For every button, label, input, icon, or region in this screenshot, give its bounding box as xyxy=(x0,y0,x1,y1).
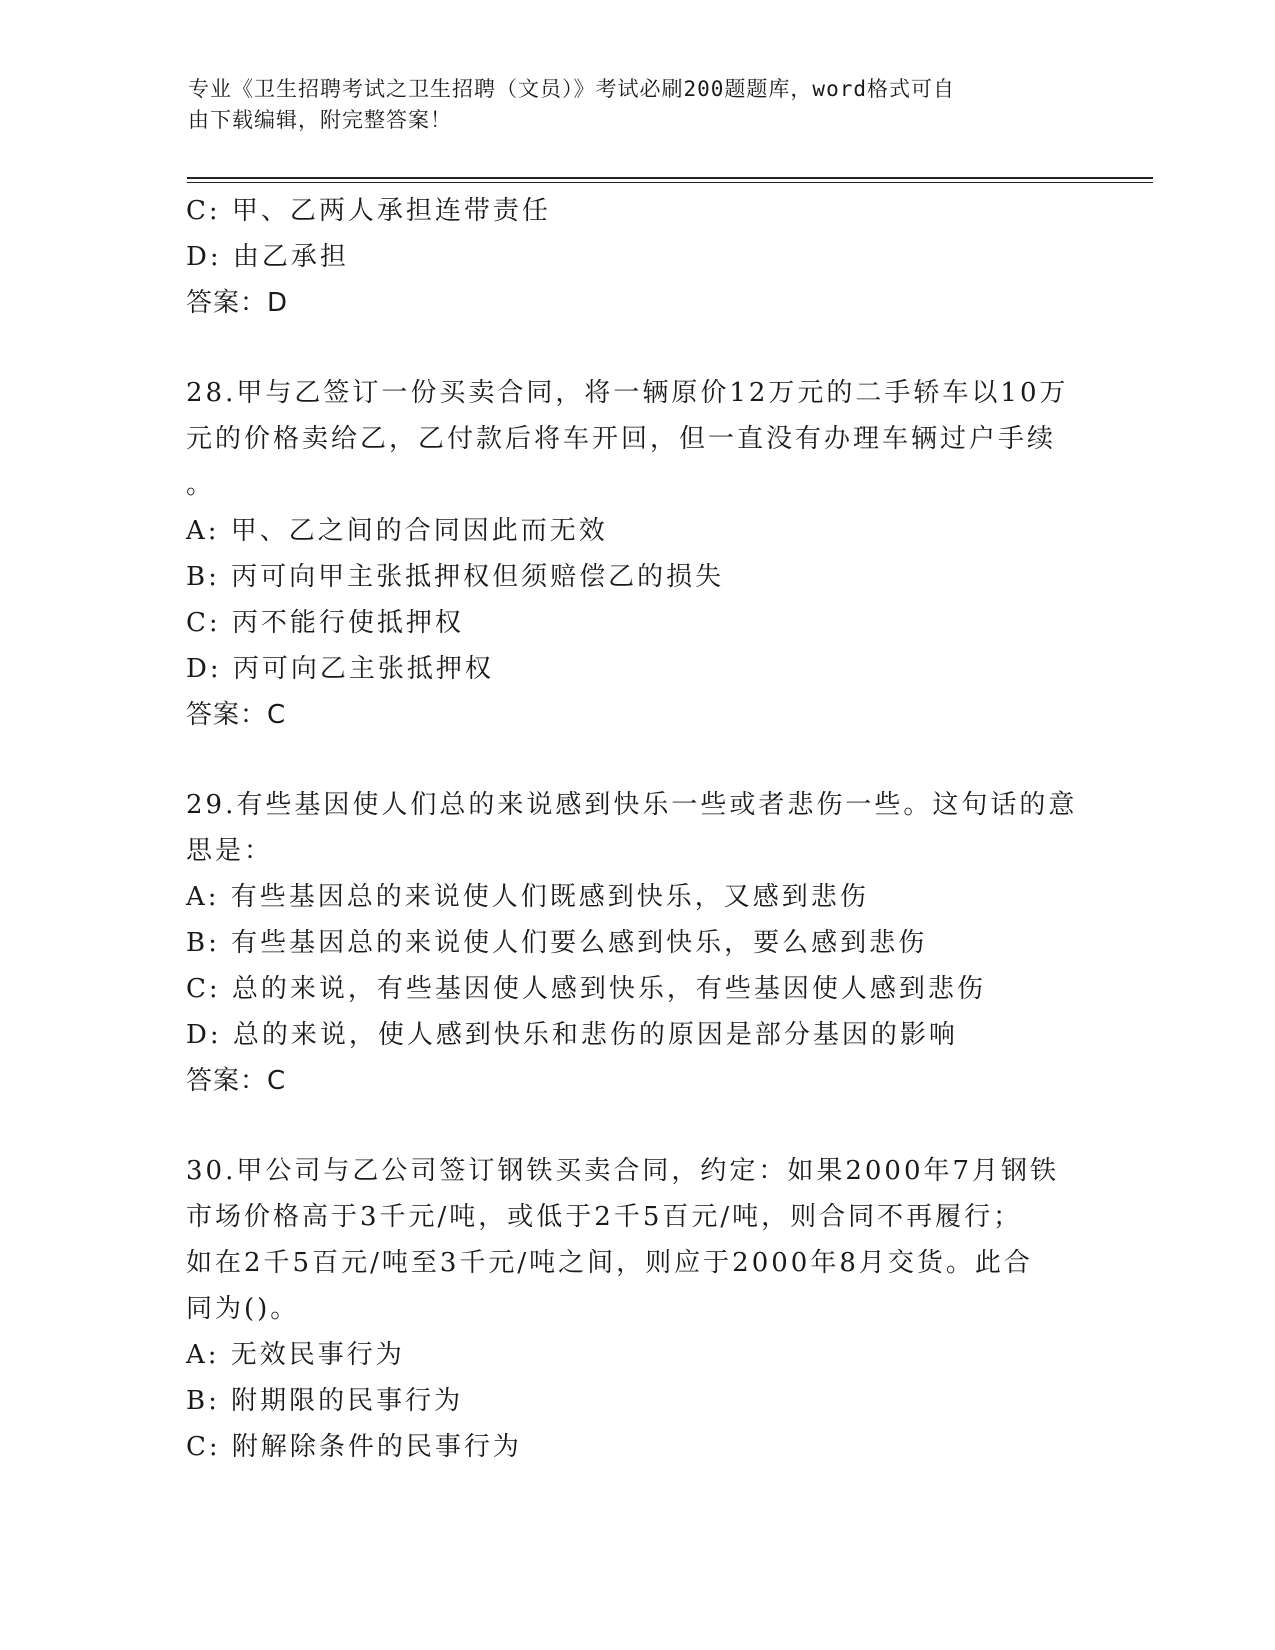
question-stem-line: 思是： xyxy=(186,836,274,866)
question-27-tail xyxy=(186,188,1086,326)
answer-line: 答案：C xyxy=(186,700,287,730)
question-29 xyxy=(186,782,1086,1104)
question-stem-line: 同为()。 xyxy=(186,1294,300,1324)
header-divider-thin xyxy=(187,182,1153,183)
header-line-1: 专业《卫生招聘考试之卫生招聘（文员）》考试必刷200题题库，word格式可自 xyxy=(188,77,955,101)
question-stem-line: 29.有些基因使人们总的来说感到快乐一些或者悲伤一些。这句话的意 xyxy=(186,790,1078,820)
question-stem-line: 30.甲公司与乙公司签订钢铁买卖合同，约定：如果2000年7月钢铁 xyxy=(186,1156,1060,1186)
question-28 xyxy=(186,370,1086,738)
option-a: A: 无效民事行为 xyxy=(186,1340,405,1370)
option-b: B: 丙可向甲主张抵押权但须赔偿乙的损失 xyxy=(186,562,725,592)
option-d: D: 总的来说，使人感到快乐和悲伤的原因是部分基因的影响 xyxy=(186,1020,958,1050)
question-stem-line: 28.甲与乙签订一份买卖合同，将一辆原价12万元的二手轿车以10万 xyxy=(186,378,1069,408)
spacer xyxy=(186,326,1086,370)
spacer xyxy=(186,738,1086,782)
option-c: C: 甲、乙两人承担连带责任 xyxy=(186,196,551,226)
question-30 xyxy=(186,1148,1086,1470)
answer-line: 答案：D xyxy=(186,288,289,318)
option-a: A: 甲、乙之间的合同因此而无效 xyxy=(186,516,608,546)
option-b: B: 附期限的民事行为 xyxy=(186,1386,464,1416)
question-stem-line: 市场价格高于3千元/吨，或低于2千5百元/吨，则合同不再履行； xyxy=(186,1202,1023,1232)
option-c: C: 丙不能行使抵押权 xyxy=(186,608,464,638)
option-c: C: 附解除条件的民事行为 xyxy=(186,1432,522,1462)
document-header xyxy=(188,74,1068,136)
question-stem-line: 元的价格卖给乙，乙付款后将车开回，但一直没有办理车辆过户手续 xyxy=(186,424,1057,454)
option-c: C: 总的来说，有些基因使人感到快乐，有些基因使人感到悲伤 xyxy=(186,974,986,1004)
header-divider-thick xyxy=(187,177,1153,179)
answer-line: 答案：C xyxy=(186,1066,287,1096)
header-line-2: 由下载编辑，附完整答案！ xyxy=(188,108,452,132)
question-list xyxy=(186,188,1086,1470)
spacer xyxy=(186,1104,1086,1148)
option-b: B: 有些基因总的来说使人们要么感到快乐，要么感到悲伤 xyxy=(186,928,928,958)
question-stem-line: 。 xyxy=(186,470,216,500)
option-d: D: 丙可向乙主张抵押权 xyxy=(186,654,494,684)
question-stem-line: 如在2千5百元/吨至3千元/吨之间，则应于2000年8月交货。此合 xyxy=(186,1248,1033,1278)
option-d: D: 由乙承担 xyxy=(186,242,349,272)
option-a: A: 有些基因总的来说使人们既感到快乐，又感到悲伤 xyxy=(186,882,869,912)
